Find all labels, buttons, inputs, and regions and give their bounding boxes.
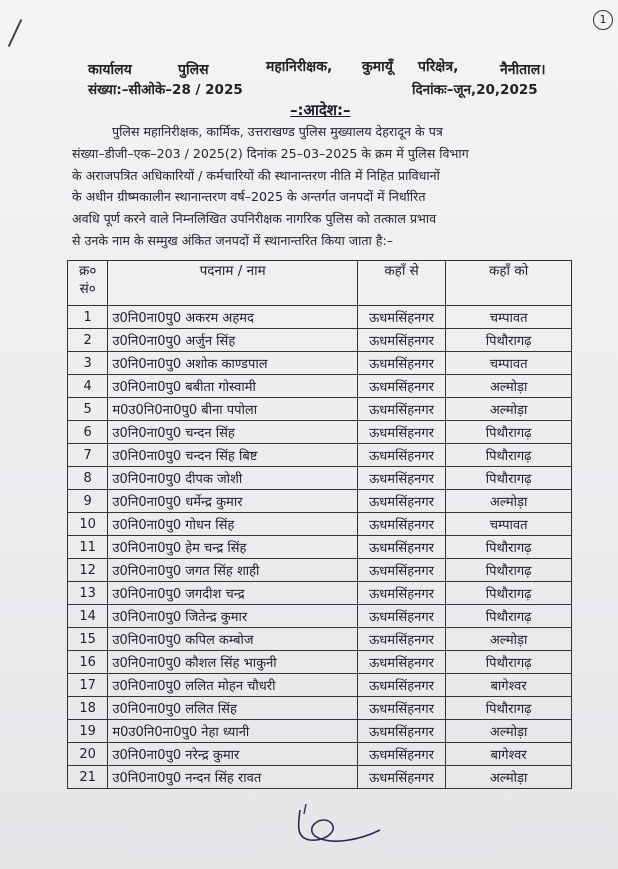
name-cell: म0उ0नि0ना0पु0 नेहा ध्यानी (108, 720, 358, 743)
order-date: दिनांकः–जून,20,2025 (412, 82, 538, 98)
name-cell: उ0नि0ना0पु0 गोधन सिंह (108, 513, 358, 536)
serial-cell: 12 (68, 559, 108, 582)
table-row (68, 766, 572, 789)
col-to: कहाँ को (446, 261, 572, 306)
name-cell: उ0नि0ना0पु0 अर्जुन सिंह (108, 329, 358, 352)
table-row (68, 605, 572, 628)
header-city: नैनीताल। (500, 62, 546, 78)
to-cell: अल्मोड़ा (446, 628, 572, 651)
from-cell: ऊधमसिंहनगर (357, 720, 445, 743)
name-cell: उ0नि0ना0पु0 नन्दन सिंह रावत (108, 766, 358, 789)
name-cell: उ0नि0ना0पु0 ललित सिंह (108, 697, 358, 720)
table-row (68, 398, 572, 421)
table-row (68, 559, 572, 582)
to-cell: अल्मोड़ा (446, 375, 572, 398)
name-cell: उ0नि0ना0पु0 नरेन्द्र कुमार (108, 743, 358, 766)
to-cell: बागेश्वर (446, 743, 572, 766)
from-cell: ऊधमसिंहनगर (357, 398, 445, 421)
to-cell: पिथौरागढ़ (446, 329, 572, 352)
col-name: पदनाम / नाम (108, 261, 358, 306)
name-cell: उ0नि0ना0पु0 हेम चन्द्र सिंह (108, 536, 358, 559)
from-cell: ऊधमसिंहनगर (357, 329, 445, 352)
name-cell: उ0नि0ना0पु0 अशोक काण्डपाल (108, 352, 358, 375)
serial-cell: 10 (68, 513, 108, 536)
table-row (68, 582, 572, 605)
serial-cell: 11 (68, 536, 108, 559)
to-cell: पिथौरागढ़ (446, 697, 572, 720)
serial-cell: 19 (68, 720, 108, 743)
to-cell: पिथौरागढ़ (446, 651, 572, 674)
name-cell: उ0नि0ना0पु0 कपिल कम्बोज (108, 628, 358, 651)
table-row (68, 720, 572, 743)
table-row (68, 421, 572, 444)
serial-cell: 9 (68, 490, 108, 513)
from-cell: ऊधमसिंहनगर (357, 306, 445, 329)
from-cell: ऊधमसिंहनगर (357, 513, 445, 536)
to-cell: अल्मोड़ा (446, 490, 572, 513)
to-cell: अल्मोड़ा (446, 398, 572, 421)
to-cell: पिथौरागढ़ (446, 444, 572, 467)
name-cell: उ0नि0ना0पु0 बबीता गोस्वामी (108, 375, 358, 398)
to-cell: अल्मोड़ा (446, 766, 572, 789)
from-cell: ऊधमसिंहनगर (357, 490, 445, 513)
to-cell: चम्पावत (446, 513, 572, 536)
from-cell: ऊधमसिंहनगर (357, 467, 445, 490)
serial-cell: 2 (68, 329, 108, 352)
from-cell: ऊधमसिंहनगर (357, 743, 445, 766)
name-cell: म0उ0नि0ना0पु0 बीना पपोला (108, 398, 358, 421)
serial-cell: 21 (68, 766, 108, 789)
body-line: के अराजपत्रित अधिकारियों / कर्मचारियों की स्थानान्तरण नीति में निहित प्राविधानों (72, 167, 440, 183)
serial-cell: 4 (68, 375, 108, 398)
serial-cell: 13 (68, 582, 108, 605)
serial-cell: 15 (68, 628, 108, 651)
name-cell: उ0नि0ना0पु0 कौशल सिंह भाकुनी (108, 651, 358, 674)
table-row (68, 536, 572, 559)
from-cell: ऊधमसिंहनगर (357, 697, 445, 720)
to-cell: बागेश्वर (446, 674, 572, 697)
to-cell: पिथौरागढ़ (446, 536, 572, 559)
from-cell: ऊधमसिंहनगर (357, 582, 445, 605)
to-cell: पिथौरागढ़ (446, 467, 572, 490)
table-row (68, 651, 572, 674)
transfer-table (67, 260, 572, 789)
from-cell: ऊधमसिंहनगर (357, 375, 445, 398)
name-cell: उ0नि0ना0पु0 धर्मेन्द्र कुमार (108, 490, 358, 513)
to-cell: अल्मोड़ा (446, 720, 572, 743)
table-row (68, 444, 572, 467)
header-rank: महानिरीक्षक, (266, 59, 333, 75)
reference-number: संख्या:–सीओके–28 / 2025 (88, 82, 243, 98)
from-cell: ऊधमसिंहनगर (357, 421, 445, 444)
to-cell: पिथौरागढ़ (446, 421, 572, 444)
table-row (68, 490, 572, 513)
table-row (68, 306, 572, 329)
table-row (68, 628, 572, 651)
signature (270, 800, 400, 850)
name-cell: उ0नि0ना0पु0 अकरम अहमद (108, 306, 358, 329)
from-cell: ऊधमसिंहनगर (357, 766, 445, 789)
to-cell: पिथौरागढ़ (446, 582, 572, 605)
serial-cell: 16 (68, 651, 108, 674)
to-cell: चम्पावत (446, 306, 572, 329)
body-line: से उनके नाम के सम्मुख अंकित जनपदों में स्थानान्तरित किया जाता है:– (72, 232, 394, 248)
name-cell: उ0नि0ना0पु0 जगत सिंह शाही (108, 559, 358, 582)
name-cell: उ0नि0ना0पु0 चन्दन सिंह बिष्ट (108, 444, 358, 467)
from-cell: ऊधमसिंहनगर (357, 444, 445, 467)
page-number: 1 (593, 10, 613, 30)
to-cell: चम्पावत (446, 352, 572, 375)
name-cell: उ0नि0ना0पु0 चन्दन सिंह (108, 421, 358, 444)
from-cell: ऊधमसिंहनगर (357, 559, 445, 582)
header-region: कुमायूँ (362, 59, 393, 75)
serial-cell: 3 (68, 352, 108, 375)
from-cell: ऊधमसिंहनगर (357, 536, 445, 559)
serial-cell: 17 (68, 674, 108, 697)
serial-cell: 7 (68, 444, 108, 467)
table-row (68, 352, 572, 375)
serial-cell: 5 (68, 398, 108, 421)
col-from: कहाँ से (357, 261, 445, 306)
name-cell: उ0नि0ना0पु0 ललित मोहन चौधरी (108, 674, 358, 697)
header-dept: पुलिस (178, 62, 209, 78)
body-line: संख्या–डीजी–एक–203 / 2025(2) दिनांक 25–03–2025 के क्रम में पुलिस विभाग (72, 145, 469, 161)
table-row (68, 329, 572, 352)
serial-cell: 20 (68, 743, 108, 766)
body-line: अवधि पूर्ण करने वाले निम्नलिखित उपनिरीक्षक नागरिक पुलिस को तत्काल प्रभाव (72, 211, 437, 227)
table-row (68, 513, 572, 536)
header-office: कार्यालय (88, 62, 132, 78)
order-title: –:आदेश:– (290, 101, 351, 119)
serial-cell: 1 (68, 306, 108, 329)
table-row (68, 743, 572, 766)
from-cell: ऊधमसिंहनगर (357, 674, 445, 697)
header-circle: परिक्षेत्र, (418, 59, 459, 75)
from-cell: ऊधमसिंहनगर (357, 628, 445, 651)
from-cell: ऊधमसिंहनगर (357, 605, 445, 628)
name-cell: उ0नि0ना0पु0 जितेन्द्र कुमार (108, 605, 358, 628)
order-body (72, 121, 552, 252)
table-header-row (68, 261, 572, 306)
serial-cell: 8 (68, 467, 108, 490)
table-row (68, 697, 572, 720)
table-row (68, 467, 572, 490)
table-row (68, 375, 572, 398)
serial-cell: 6 (68, 421, 108, 444)
to-cell: पिथौरागढ़ (446, 605, 572, 628)
from-cell: ऊधमसिंहनगर (357, 352, 445, 375)
pen-mark (8, 19, 22, 47)
body-line: पुलिस महानिरीक्षक, कार्मिक, उत्तराखण्ड पुलिस मुख्यालय देहरादून के पत्र (112, 124, 443, 139)
serial-cell: 14 (68, 605, 108, 628)
name-cell: उ0नि0ना0पु0 जगदीश चन्द्र (108, 582, 358, 605)
name-cell: उ0नि0ना0पु0 दीपक जोशी (108, 467, 358, 490)
table-row (68, 674, 572, 697)
serial-cell: 18 (68, 697, 108, 720)
to-cell: पिथौरागढ़ (446, 559, 572, 582)
from-cell: ऊधमसिंहनगर (357, 651, 445, 674)
body-line: के अधीन ग्रीष्मकालीन स्थानान्तरण वर्ष–2025 के अन्तर्गत जनपदों में निर्धारित (72, 189, 426, 205)
col-serial: क्र० सं० (68, 261, 108, 306)
